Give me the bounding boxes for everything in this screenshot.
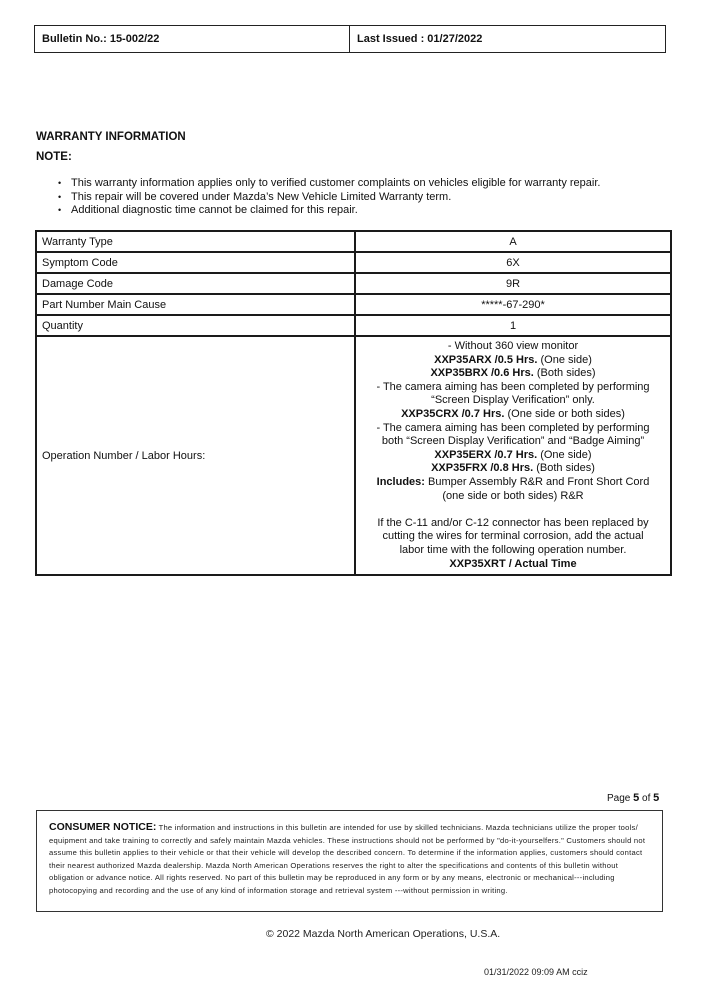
page-of: of xyxy=(639,793,654,804)
op-line xyxy=(360,449,666,463)
row-value: 9R xyxy=(355,273,671,294)
table-row xyxy=(36,273,671,294)
row-value: A xyxy=(355,231,671,252)
note-bullet: • This repair will be covered under Mazda’s New Vehicle Limited Warranty term. xyxy=(58,191,600,205)
op-code: XXP35FRX /0.8 Hrs. xyxy=(431,462,534,475)
last-issued-date: Last Issued : 01/27/2022 xyxy=(357,33,483,45)
note-bullet-list xyxy=(58,177,600,218)
row-label: Part Number Main Cause xyxy=(36,294,355,315)
op-code: XXP35BRX /0.6 Hrs. xyxy=(430,367,534,380)
note-bullet: • Additional diagnostic time cannot be claimed for this repair. xyxy=(58,204,600,218)
row-value: *****-67-290* xyxy=(355,294,671,315)
consumer-notice-text: The information and instructions in this bulletin are intended for use by skilled technicians. Mazda technicians utilize the proper tools/ equipment and take training to correctly and safely maintain Mazda vehicles. These instructions should not be performed by "do-it-yourselfers." Customers should not assume this bulletin applies to their vehicle or that their vehicle will develop the described concern. To determine if the information applies, customers should contact their nearest authorized Mazda dealership. Mazda North American Operations reserves the right to alter the specifications and contents of this bulletin without obligation or advance notice. All rights reserved. No part of this bulletin may be reproduced in any form or by any means, electronic or mechanical---including photocopying and recording and the use of any kind of information storage and retrieval system ---without permission in writing. xyxy=(49,823,646,895)
op-line xyxy=(360,462,666,476)
page-total: 5 xyxy=(653,792,660,804)
row-label: Symptom Code xyxy=(36,252,355,273)
op-line: If the C-11 and/or C-12 connector has been replaced by xyxy=(377,516,649,529)
op-line: cutting the wires for terminal corrosion, add the actual xyxy=(382,530,644,543)
includes-text: Bumper Assembly R&R and Front Short Cord xyxy=(424,475,650,488)
page-number xyxy=(607,792,659,804)
row-label: Warranty Type xyxy=(36,231,355,252)
section-title: WARRANTY INFORMATION xyxy=(36,131,186,143)
consumer-notice xyxy=(36,810,663,912)
op-line: labor time with the following operation number. xyxy=(399,543,627,556)
op-line xyxy=(360,476,666,490)
warranty-table xyxy=(35,230,672,576)
op-note: (Both sides) xyxy=(533,367,596,380)
operation-details xyxy=(355,336,671,575)
consumer-notice-label: CONSUMER NOTICE: xyxy=(49,821,157,833)
includes-label: Includes: xyxy=(376,475,425,488)
op-code: XXP35XRT / Actual Time xyxy=(449,557,577,570)
copyright: © 2022 Mazda North American Operations, U.S.A. xyxy=(266,928,501,940)
page-current: 5 xyxy=(633,792,640,804)
table-row xyxy=(36,231,671,252)
op-line xyxy=(360,354,666,368)
row-value: 6X xyxy=(355,252,671,273)
op-line: - The camera aiming has been completed by performing xyxy=(376,421,650,434)
bulletin-number: Bulletin No.: 15-002/22 xyxy=(35,26,350,52)
op-code: XXP35ARX /0.5 Hrs. xyxy=(434,353,538,366)
op-line: - The camera aiming has been completed by performing xyxy=(376,380,650,393)
op-line: (one side or both sides) R&R xyxy=(442,489,584,502)
op-code: XXP35CRX /0.7 Hrs. xyxy=(401,407,505,420)
table-row-operation xyxy=(36,336,671,575)
op-note: (One side or both sides) xyxy=(504,407,625,420)
note-bullet: • This warranty information applies only to verified customer complaints on vehicles eligible for warranty repair. xyxy=(58,177,600,191)
op-note: (One side) xyxy=(537,448,592,461)
bulletin-header xyxy=(34,25,666,53)
op-line xyxy=(360,367,666,381)
table-row xyxy=(36,294,671,315)
op-line: both “Screen Display Verification” and “Badge Aiming” xyxy=(381,435,645,448)
op-line: “Screen Display Verification” only. xyxy=(431,394,595,407)
op-note: (One side) xyxy=(537,353,592,366)
note-label: NOTE: xyxy=(36,151,72,163)
page-prefix: Page xyxy=(607,793,634,804)
spacer xyxy=(360,503,666,517)
row-label: Quantity xyxy=(36,315,355,336)
table-row xyxy=(36,315,671,336)
print-timestamp: 01/31/2022 09:09 AM cciz xyxy=(484,967,588,977)
op-code: XXP35ERX /0.7 Hrs. xyxy=(434,448,538,461)
op-line: - Without 360 view monitor xyxy=(447,340,579,352)
row-label: Damage Code xyxy=(36,273,355,294)
operation-label: Operation Number / Labor Hours: xyxy=(36,336,355,575)
op-line xyxy=(360,408,666,422)
op-note: (Both sides) xyxy=(533,462,595,475)
row-value: 1 xyxy=(355,315,671,336)
table-row xyxy=(36,252,671,273)
